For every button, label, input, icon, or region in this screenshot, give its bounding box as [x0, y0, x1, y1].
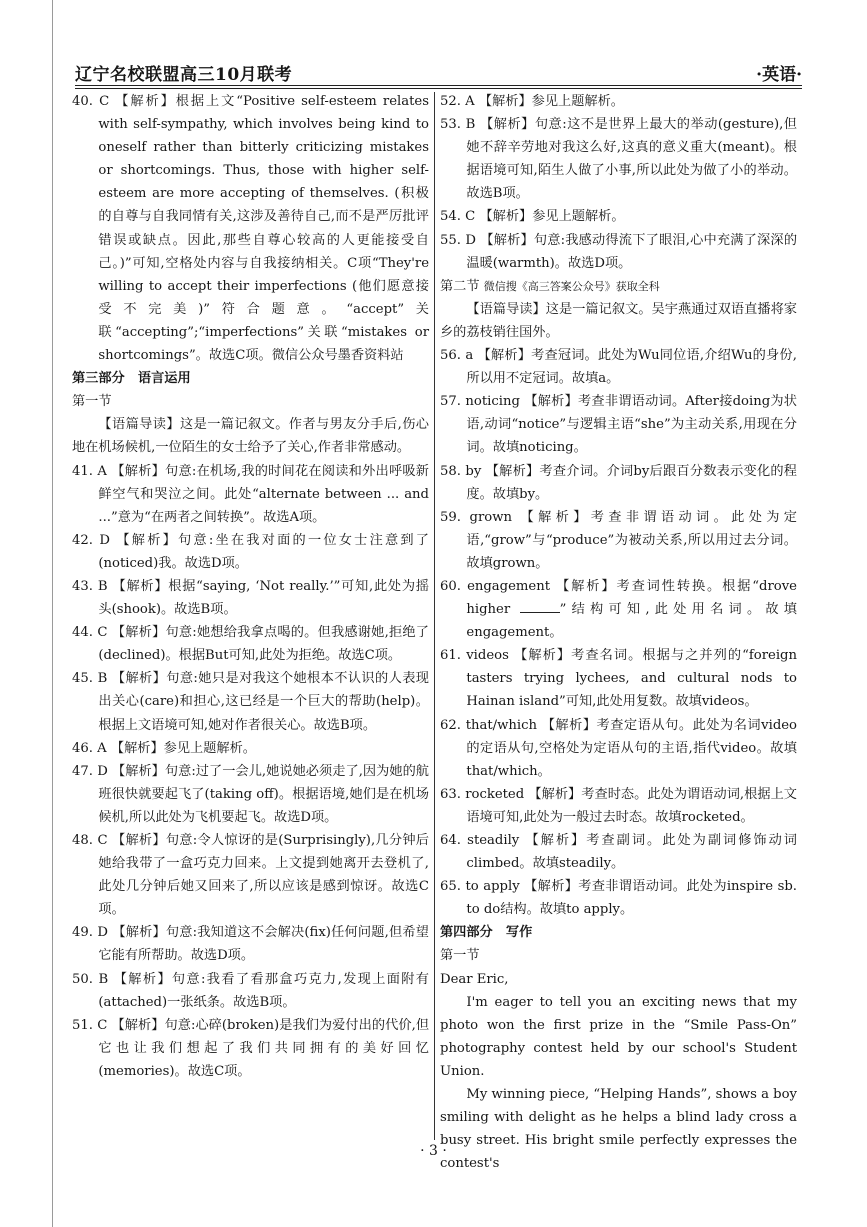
subject-label: ·英语·	[756, 65, 802, 85]
answer-item: 58. by 【解析】考查介词。介词by后跟百分数表示变化的程度。故填by。	[440, 463, 797, 502]
text-block: 【语篇导读】这是一篇记叙文。作者与男友分手后,伤心地在机场候机,一位陌生的女士给予了关心,作者非常感动。	[72, 417, 429, 456]
answer-item: 50. B 【解析】句意:我看了看那盒巧克力,发现上面附有(attached)一张纸条。故选B项。	[72, 971, 429, 1010]
answer-item: 45. B 【解析】句意:她只是对我这个她根本不认识的人表现出关心(care)和担心,这已经是一个巨大的帮助(help)。根据上文语境可知,她对作者很关心。故选B项。	[72, 671, 429, 733]
right-column	[440, 90, 797, 1175]
letter-paragraph: My winning piece, “Helping Hands”, shows a boy smiling with delight as he helps a blind lady cross a busy street. His bright smile perfectly expresses the contest's	[440, 1087, 797, 1172]
answer-group-61-65	[440, 644, 797, 921]
passage-guide: 【语篇导读】这是一篇记叙文。吴宇燕通过双语直播将家乡的荔枝销往国外。	[440, 301, 797, 340]
answer-item: 42. D 【解析】句意:坐在我对面的一位女士注意到了(noticed)我。故选D项。	[72, 532, 429, 571]
section-4-sub: 第一节	[440, 948, 480, 964]
exam-title: 辽宁名校联盟高三10月联考	[75, 65, 293, 85]
answer-item-60-pre: 60. engagement 【解析】考查词性转换。根据“drove higher	[440, 578, 797, 618]
page-border	[52, 0, 53, 1227]
text-block: 第一节	[72, 394, 112, 410]
answer-item: 44. C 【解析】句意:她想给我拿点喝的。但我感谢她,拒绝了(declined)。根据But可知,此处为拒绝。故选C项。	[72, 625, 429, 664]
section-2-heading	[440, 275, 797, 298]
letter-paragraph: I'm eager to tell you an exciting news that my photo won the first prize in the “Smile Pass-On” photography contest held by our school's Student Union.	[440, 994, 797, 1079]
answer-item: 53. B 【解析】句意:这不是世界上最大的举动(gesture),但她不辞辛劳地对我这么好,这真的意义重大(meant)。根据语境可知,陌生人做了小事,所以此处为做了小的举动。故选B项。	[440, 117, 797, 202]
section-4-title: 第四部分 写作	[440, 925, 533, 941]
answer-item: 62. that/which 【解析】考查定语从句。此处为名词video的定语从句,空格处为定语从句的主语,指代video。故填that/which。	[440, 717, 797, 779]
answer-item: 54. C 【解析】参见上题解析。	[440, 209, 625, 225]
answer-item: 41. A 【解析】句意:在机场,我的时间花在阅读和外出呼吸新鲜空气和哭泣之间。此处“alternate between ... and ...”意为“在两者之间转换”。故选A项。	[72, 463, 429, 525]
answer-item: 47. D 【解析】句意:过了一会儿,她说她必须走了,因为她的航班很快就要起飞了(taking off)。根据语境,她们是在机场候机,所以此处为飞机要起飞。故选D项。	[72, 763, 429, 825]
answer-item: 63. rocketed 【解析】考查时态。此处为谓语动词,根据上文语境可知,此处为一般过去时态。故填rocketed。	[440, 786, 797, 825]
answer-item: 55. D 【解析】句意:我感动得流下了眼泪,心中充满了深深的温暖(warmth)。故选D项。	[440, 232, 797, 271]
answer-item: 61. videos 【解析】考查名词。根据与之并列的“foreign tasters trying lychees, and cultural nods to Hainan island”可知,此处用复数。故填videos。	[440, 648, 797, 710]
answer-item: 65. to apply 【解析】考查非谓语动词。此处为inspire sb. to do结构。故填to apply。	[440, 879, 797, 918]
answer-item: 52. A 【解析】参见上题解析。	[440, 94, 624, 109]
left-column	[72, 90, 429, 1083]
answer-item: 64. steadily 【解析】考查副词。此处为副词修饰动词climbed。故填steadily。	[440, 833, 797, 872]
answer-item: 48. C 【解析】句意:令人惊讶的是(Surprisingly),几分钟后她给我带了一盒巧克力回来。上文提到她离开去登机了,此处几分钟后她又回来了,所以应该是感到惊讶。故选C项。	[72, 833, 429, 918]
header-rule	[75, 85, 802, 89]
answer-item: 46. A 【解析】参见上题解析。	[72, 740, 256, 756]
section-2-title: 第二节	[440, 278, 480, 294]
letter-greeting: Dear Eric,	[440, 971, 509, 987]
answer-item: 40. C 【解析】根据上文“Positive self-esteem relates with self-sympathy, which involves being kind to oneself rather than bitterly criticizing mistakes or shortcomings. Thus, those with higher self-esteem are more accepting of themselves. (积极的自尊与自我同情有关,这涉及善待自己,而不是严厉批评错误或缺点。因此,那些自尊心较高的人更能接受自己。)”可知,空格处内容与自我接纳相关。C项“They're willing to accept their imperfections (他们愿意接受不完美)”符合题意。“accept”关联“accepting”;“imperfections”关联“mistakes or shortcomings”。故选C项。微信公众号墨香资料站	[72, 94, 429, 364]
page-number: · 3 ·	[420, 1143, 447, 1159]
answer-item: 56. a 【解析】考查冠词。此处为Wu同位语,介绍Wu的身份,所以用不定冠词。故填a。	[440, 348, 797, 387]
answer-group-56-59	[440, 344, 797, 575]
column-divider	[434, 92, 435, 1140]
answer-item: 57. noticing 【解析】考查非谓语动词。After接doing为状语,动词“notice”与逻辑主语“she”为主动关系,用现在分词。故填noticing。	[440, 394, 797, 456]
answer-blank	[520, 600, 560, 613]
answer-item: 43. B 【解析】根据“saying, ‘Not really.’”可知,此处为摇头(shook)。故选B项。	[72, 578, 429, 618]
answer-item-60	[440, 575, 797, 644]
answer-item-60-post: ”结构可知,此处用名词。故填engagement。	[466, 602, 797, 641]
answer-item: 59. grown 【解析】考查非谓语动词。此处为定语,“grow”与“produce”为被动关系,所以用过去分词。故填grown。	[440, 509, 797, 571]
section-2-note: 微信搜《高三答案公众号》获取全科	[483, 279, 660, 293]
section-heading: 第三部分 语言运用	[72, 371, 191, 387]
answer-group-52-55	[440, 90, 797, 275]
answer-item: 51. C 【解析】句意:心碎(broken)是我们为爱付出的代价,但它也让我们想起了我们共同拥有的美好回忆(memories)。故选C项。	[72, 1017, 429, 1079]
answer-item: 49. D 【解析】句意:我知道这不会解决(fix)任何问题,但希望它能有所帮助。故选D项。	[72, 925, 429, 964]
page-header	[75, 56, 802, 88]
